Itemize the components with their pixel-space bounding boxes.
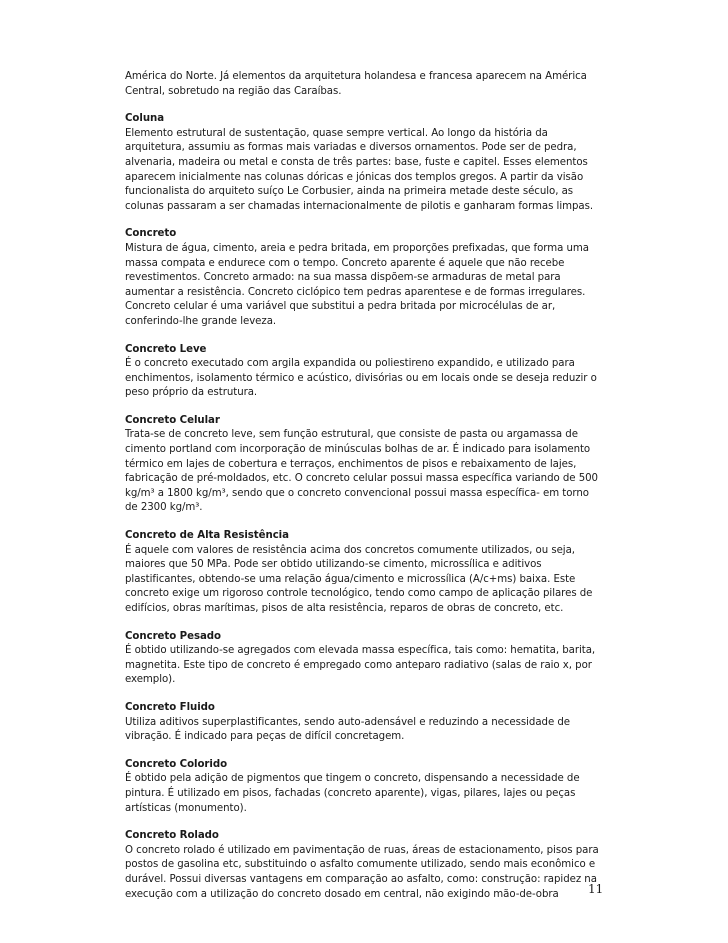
entry-concreto-alta-resistencia [125, 529, 603, 617]
entry-concreto-fluido [125, 701, 603, 745]
entry-text: É obtido pela adição de pigmentos que tingem o concreto, dispensando a necessidade de pintura. É utilizado em pisos, fachadas (concreto aparente), vigas, pilares, lajes ou peças artísticas (monumento). [125, 773, 580, 814]
entry-text: O concreto rolado é utilizado em pavimentação de ruas, áreas de estacionamento, pisos para postos de gasolina etc, substituindo o asfalto comumente utilizado, sendo mais econômico e durável. Possui diversas vantagens em comparação ao asfalto, como: construção: rapidez na execução com a utilização do concreto dosado em central, não exigindo mão-de-obra [125, 844, 599, 900]
entry-term: Concreto de Alta Resistência [125, 530, 289, 542]
entry-concreto-celular [125, 414, 603, 516]
entry-term: Concreto Pesado [125, 630, 221, 642]
entry-concreto-pesado [125, 630, 603, 688]
entry-term: Concreto Colorido [125, 758, 228, 770]
entry-term: Concreto Celular [125, 414, 220, 426]
entry-coluna [125, 112, 603, 214]
entry-text: É o concreto executado com argila expandida ou poliestireno expandido, e utilizado para enchimentos, isolamento térmico e acústico, divisórias ou em locais onde se deseja reduzir o peso próprio da estrutura. [125, 358, 597, 399]
entry-text: Elemento estrutural de sustentação, quase sempre vertical. Ao longo da história da arquitetura, assumiu as formas mais variadas e diversos ornamentos. Pode ser de pedra, alvenaria, madeira ou metal e consta de três partes: base, fuste e capitel. Esses elementos aparecem inicialmente nas colunas dóricas e jónicas dos templos gregos. A partir da visão funcionalista do arquiteto suíço Le Corbusier, ainda na primeira metade deste século, as colunas passaram a ser chamadas internacionalmente de pilotis e ganharam formas limpas. [125, 127, 594, 212]
entry-concreto [125, 227, 603, 329]
document-body [125, 70, 603, 915]
intro-paragraph: América do Norte. Já elementos da arquitetura holandesa e francesa aparecem na América Central, sobretudo na região das Caraíbas. [125, 71, 587, 97]
entry-term: Concreto [125, 228, 177, 240]
entry-term: Concreto Fluido [125, 701, 215, 713]
entry-concreto-leve [125, 343, 603, 401]
entry-term: Concreto Leve [125, 343, 207, 355]
entry-term: Concreto Rolado [125, 830, 219, 842]
entry-text: É obtido utilizando-se agregados com elevada massa específica, tais como: hematita, barita, magnetita. Este tipo de concreto é empregado como anteparo radiativo (salas de raio x, por exemplo). [125, 645, 596, 686]
page-number: 11 [588, 882, 604, 896]
entry-text: Mistura de água, cimento, areia e pedra britada, em proporções prefixadas, que forma uma massa compata e endurece com o tempo. Concreto aparente é aquele que não recebe revestimentos. Concreto armado: na sua massa dispõem-se armaduras de metal para aumentar a resistência. Concreto ciclópico tem pedras aparentese e de formas irregulares. Concreto celular é uma variável que substitui a pedra britada por microcélulas de ar, conferindo-lhe grande leveza. [125, 242, 589, 327]
entry-term: Coluna [125, 113, 165, 125]
entry-text: Trata-se de concreto leve, sem função estrutural, que consiste de pasta ou argamassa de cimento portland com incorporação de minúsculas bolhas de ar. É indicado para isolamento térmico em lajes de cobertura e terraços, enchimentos de pisos e rebaixamento de lajes, fabricação de pré-moldados, etc. O concreto celular possui massa específica variando de 500 kg/m³ a 1800 kg/m³, sendo que o concreto convencional possui massa específica- em torno de 2300 kg/m³. [125, 429, 598, 514]
entry-concreto-colorido [125, 758, 603, 816]
entry-text: É aquele com valores de resistência acima dos concretos comumente utilizados, ou seja, maiores que 50 MPa. Pode ser obtido utilizando-se cimento, microssílica e aditivos plastificantes, obtendo-se uma relação água/cimento e microssílica (A/c+ms) baixa. Este concreto exige um rigoroso controle tecnológico, tendo como campo de aplicação pilares de edifícios, obras marítimas, pisos de alta resistência, reparos de obras de concreto, etc. [125, 544, 593, 614]
entry-text: Utiliza aditivos superplastificantes, sendo auto-adensável e reduzindo a necessidade de vibração. É indicado para peças de difícil concretagem. [125, 716, 571, 743]
entry-concreto-rolado [125, 829, 603, 902]
